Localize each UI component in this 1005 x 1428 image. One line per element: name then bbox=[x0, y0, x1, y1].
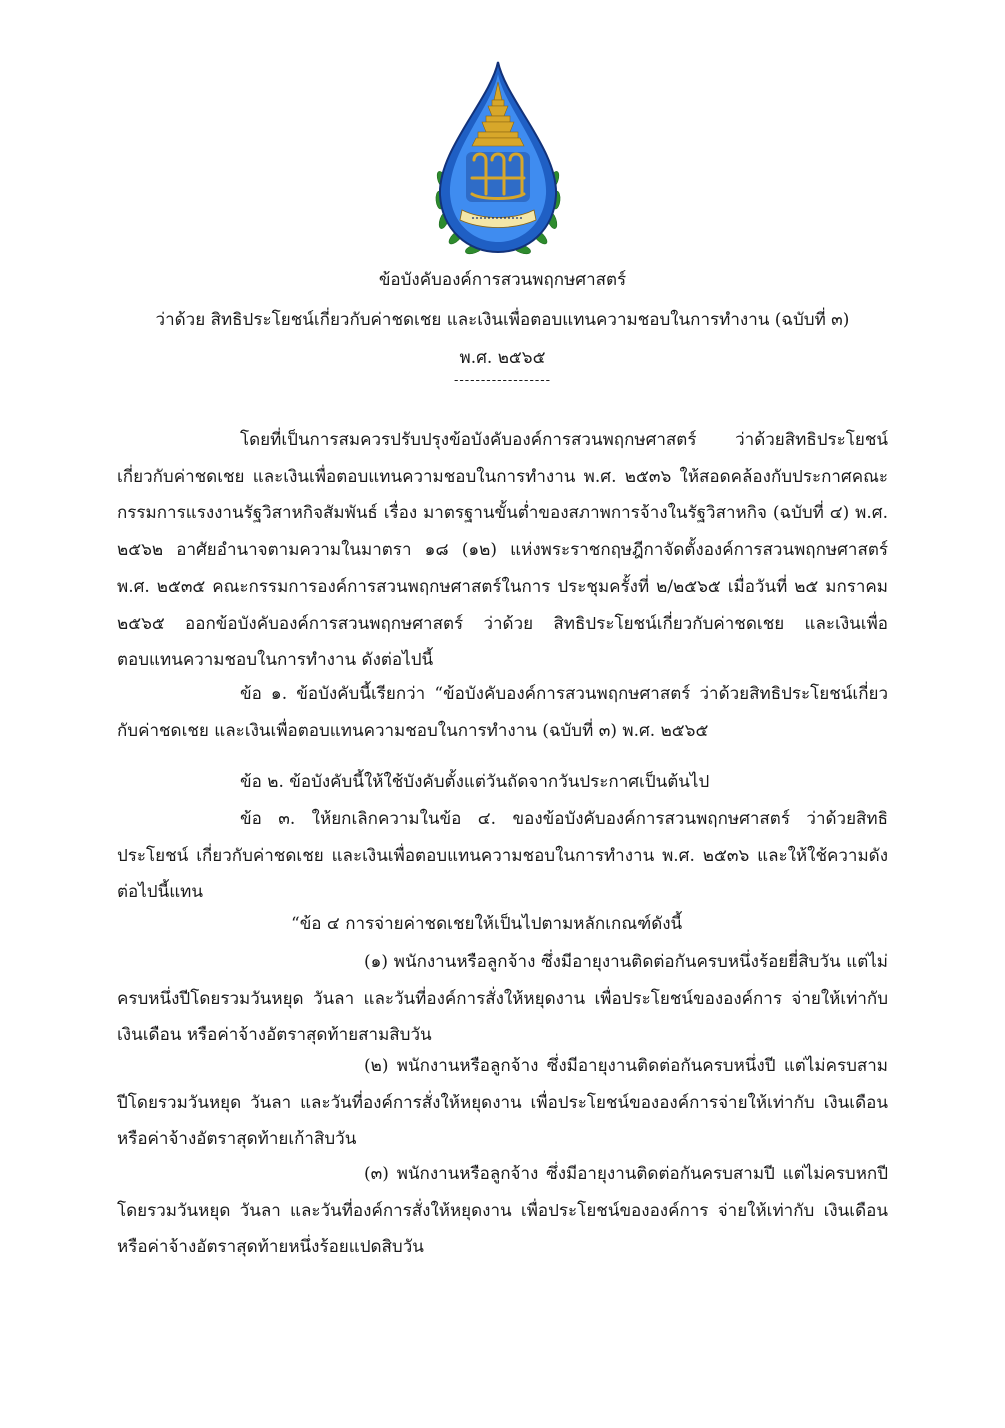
clause-4-subitem-1: (๑) พนักงานหรือลูกจ้าง ซึ่งมีอายุงานติดต่อกันครบหนึ่งร้อยยี่สิบวัน แต่ไม่ครบหนึ่งปีโดยรวมวันหยุด วันลา และวันที่องค์การสั่งให้หยุดงาน เพื่อประโยชน์ขององค์การ จ่ายให้เท่ากับเงินเดือน หรือค่าจ้างอัตราสุดท้ายสามสิบวัน bbox=[117, 952, 888, 1046]
regulation-year: พ.ศ. ๒๕๖๕ bbox=[459, 348, 546, 368]
clause-4-subitem-3: (๓) พนักงานหรือลูกจ้าง ซึ่งมีอายุงานติดต่อกันครบสามปี แต่ไม่ครบหกปีโดยรวมวันหยุด วันลา และวันที่องค์การสั่งให้หยุดงาน เพื่อประโยชน์ขององค์การ จ่ายให้เท่ากับ เงินเดือนหรือค่าจ้างอัตราสุดท้ายหนึ่งร้อยแปดสิบวัน bbox=[117, 1164, 888, 1258]
regulation-subtitle: ว่าด้วย สิทธิประโยชน์เกี่ยวกับค่าชดเชย และเงินเพื่อตอบแทนความชอบในการทำงาน (ฉบับที่ ๓) bbox=[155, 310, 850, 330]
clause-3-paragraph: ข้อ ๓. ให้ยกเลิกความในข้อ ๔. ของข้อบังคับองค์การสวนพฤกษศาสตร์ ว่าด้วยสิทธิประโยชน์ เกี่ยวกับค่าชดเชย และเงินเพื่อตอบแทนความชอบในการทำงาน พ.ศ. ๒๕๓๖ และให้ใช้ความดังต่อไปนี้แทน bbox=[117, 809, 888, 903]
title-divider: ------------------ bbox=[453, 373, 552, 388]
clause-4-subitem-2: (๒) พนักงานหรือลูกจ้าง ซึ่งมีอายุงานติดต่อกันครบหนึ่งปี แต่ไม่ครบสามปีโดยรวมวันหยุด วันลา และวันที่องค์การสั่งให้หยุดงาน เพื่อประโยชน์ขององค์การจ่ายให้เท่ากับ เงินเดือน หรือค่าจ้างอัตราสุดท้ายเก้าสิบวัน bbox=[117, 1056, 888, 1150]
organization-seal-icon bbox=[432, 60, 564, 258]
clause-2-paragraph: ข้อ ๒. ข้อบังคับนี้ให้ใช้บังคับตั้งแต่วันถัดจากวันประกาศเป็นต้นไป bbox=[240, 772, 710, 792]
preamble-paragraph: โดยที่เป็นการสมควรปรับปรุงข้อบังคับองค์การสวนพฤกษศาสตร์ ว่าด้วยสิทธิประโยชน์เกี่ยวกับค่าชดเชย และเงินเพื่อตอบแทนความชอบในการทำงาน พ.ศ. ๒๕๓๖ ให้สอดคล้องกับประกาศคณะกรรมการแรงงานรัฐวิสาหกิจสัมพันธ์ เรื่อง มาตรฐานขั้นต่ำของสภาพการจ้างในรัฐวิสาหกิจ (ฉบับที่ ๔) พ.ศ. ๒๕๖๒ อาศัยอำนาจตามความในมาตรา ๑๘ (๑๒) แห่งพระราชกฤษฎีกาจัดตั้งองค์การสวนพฤกษศาสตร์ พ.ศ. ๒๕๓๕ คณะกรรมการองค์การสวนพฤกษศาสตร์ในการ ประชุมครั้งที่ ๒/๒๕๖๕ เมื่อวันที่ ๒๕ มกราคม ๒๕๖๕ ออกข้อบังคับองค์การสวนพฤกษศาสตร์ ว่าด้วย สิทธิประโยชน์เกี่ยวกับค่าชดเชย และเงินเพื่อตอบแทนความชอบในการทำงาน ดังต่อไปนี้ bbox=[117, 430, 888, 671]
clause-1-paragraph: ข้อ ๑. ข้อบังคับนี้เรียกว่า “ข้อบังคับองค์การสวนพฤกษศาสตร์ ว่าด้วยสิทธิประโยชน์เกี่ยวกับค่าชดเชย และเงินเพื่อตอบแทนความชอบในการทำงาน (ฉบับที่ ๓) พ.ศ. ๒๕๖๕ bbox=[117, 684, 888, 741]
clause-4-heading: “ข้อ ๔ การจ่ายค่าชดเชยให้เป็นไปตามหลักเกณฑ์ดังนี้ bbox=[291, 914, 683, 934]
regulation-title: ข้อบังคับองค์การสวนพฤกษศาสตร์ bbox=[378, 270, 627, 290]
